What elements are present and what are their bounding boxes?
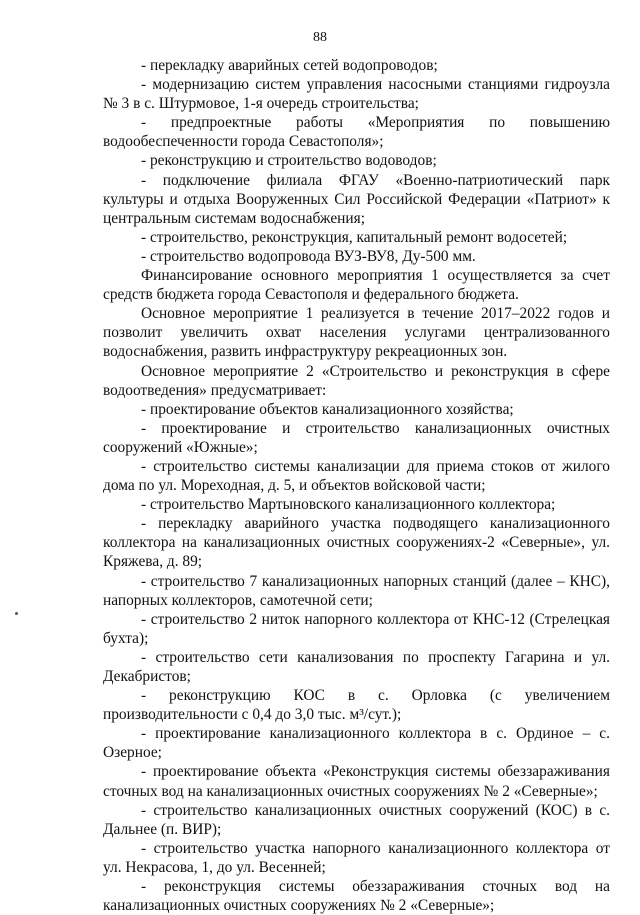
paragraph: - строительство сети канализования по проспекту Гагарина и ул. Декабристов; (103, 648, 610, 685)
paragraph: Основное мероприятие 1 реализуется в течение 2017–2022 годов и позволит увеличить охват населения услугами централизованного водоснабжения, развить инфраструктуру рекреационных зон. (103, 305, 610, 361)
scan-speck (15, 612, 18, 615)
paragraph: - строительство Мартыновского канализационного коллектора; (141, 496, 556, 514)
paragraph: - модернизацию систем управления насосными станциями гидроузла № 3 в с. Штурмовое, 1-я очередь строительства; (103, 76, 610, 113)
paragraph: - предпроектные работы «Мероприятия по повышению водообеспеченности города Севастополя»; (103, 114, 610, 151)
body-text (103, 56, 610, 915)
paragraph: - реконструкция системы обеззараживания сточных вод на канализационных очистных сооружениях № 2 «Северные»; (103, 878, 610, 915)
paragraph: - проектирование объекта «Реконструкция системы обеззараживания сточных вод на канализационных очистных сооружениях № 2 «Северные»; (103, 763, 610, 800)
paragraph: Основное мероприятие 2 «Строительство и реконструкция в сфере водоотведения» предусматривает: (103, 362, 610, 399)
paragraph: - перекладку аварийного участка подводящего канализационного коллектора на канализационных очистных сооружениях-2 «Северные», ул. Кряжева, д. 89; (103, 515, 610, 571)
paragraph: - строительство 2 ниток напорного коллектора от КНС-12 (Стрелецкая бухта); (103, 610, 610, 647)
paragraph: - реконструкцию и строительство водоводов; (141, 152, 437, 170)
paragraph: - строительство, реконструкция, капитальный ремонт водосетей; (141, 228, 568, 246)
paragraph: - строительство водопровода ВУЗ-ВУ8, Ду-500 мм. (141, 247, 476, 265)
paragraph: - строительство 7 канализационных напорных станций (далее – КНС), напорных коллекторов, самотечной сети; (103, 572, 610, 609)
paragraph: Финансирование основного мероприятия 1 осуществляется за счет средств бюджета города Севастополя и федерального бюджета. (103, 267, 610, 304)
paragraph: - проектирование объектов канализационного хозяйства; (141, 400, 514, 418)
paragraph: - строительство системы канализации для приема стоков от жилого дома по ул. Мореходная, д. 5, и объектов войсковой части; (103, 457, 610, 495)
paragraph: - перекладку аварийных сетей водопроводов; (141, 57, 438, 74)
paragraph: - реконструкцию КОС в с. Орловка (с увеличением производительности с 0,4 до 3,0 тыс. м³/сут.); (103, 687, 610, 724)
page-number: 88 (313, 30, 327, 45)
paragraph: - строительство участка напорного канализационного коллектора от ул. Некрасова, 1, до ул. Весенней; (103, 839, 610, 876)
paragraph: - подключение филиала ФГАУ «Военно-патриотический парк культуры и отдыха Вооруженных Сил Российской Федерации «Патриот» к центральным системам водоснабжения; (103, 171, 610, 227)
paragraph: - проектирование канализационного коллектора в с. Ординое – с. Озерное; (103, 725, 610, 762)
paragraph: - проектирование и строительство канализационных очистных сооружений «Южные»; (103, 419, 610, 456)
paragraph: - строительство канализационных очистных сооружений (КОС) в с. Дальнее (п. ВИР); (103, 801, 610, 838)
